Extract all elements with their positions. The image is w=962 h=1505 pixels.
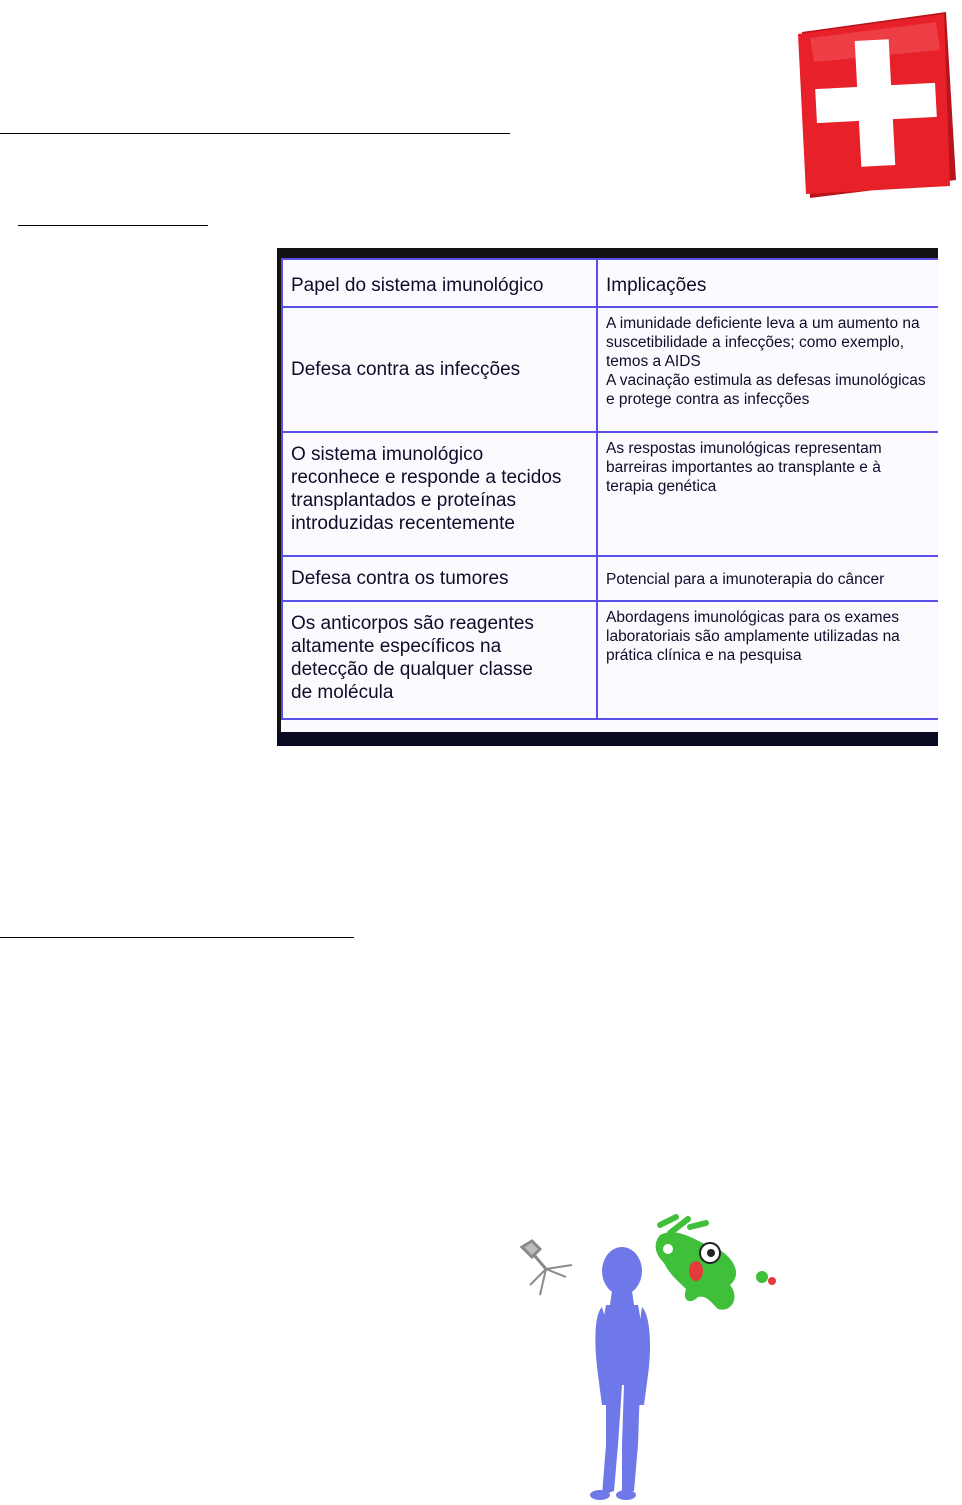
role-cell <box>282 432 597 556</box>
role-line: reconhece e responde a tecidos <box>291 467 562 488</box>
table-row <box>282 307 938 432</box>
germ-icon <box>656 1217 776 1310</box>
immune-system-table-image <box>277 248 938 746</box>
role-line: altamente específicos na <box>291 636 502 657</box>
role-line: O sistema imunológico <box>291 444 484 465</box>
table-row <box>282 601 938 719</box>
implications-cell <box>597 307 938 432</box>
implication-line: suscetibilidade a infecções; como exemplo, <box>606 334 905 351</box>
implications-cell <box>597 556 938 601</box>
person-with-virus-and-germ-illustration <box>510 1205 790 1505</box>
implication-line: Potencial para a imunoterapia do câncer <box>606 571 885 588</box>
implication-line: A vacinação estimula as defesas imunológicas <box>606 372 926 389</box>
horizontal-rule <box>0 937 354 938</box>
table-row <box>282 556 938 601</box>
role-cell: Defesa contra as infecções <box>282 307 597 432</box>
role-line: detecção de qualquer classe <box>291 659 533 680</box>
immune-system-table <box>281 258 938 720</box>
role-cell: Defesa contra os tumores <box>282 556 597 601</box>
implication-line: Abordagens imunológicas para os exames <box>606 609 899 626</box>
implication-line: e protege contra as infecções <box>606 391 810 408</box>
photo-bottom-edge <box>277 732 938 746</box>
role-line: de molécula <box>291 682 394 703</box>
role-cell <box>282 601 597 719</box>
role-line: Os anticorpos são reagentes <box>291 613 534 634</box>
horizontal-rule <box>18 225 208 226</box>
role-line: transplantados e proteínas <box>291 490 516 511</box>
implications-cell <box>597 601 938 719</box>
implication-line: prática clínica e na pesquisa <box>606 647 802 664</box>
implication-line: laboratoriais são amplamente utilizadas na <box>606 628 900 645</box>
horizontal-rule <box>0 133 510 134</box>
implication-line: As respostas imunológicas representam <box>606 440 882 457</box>
table-header-row <box>282 259 938 307</box>
red-cross-icon <box>796 10 958 200</box>
implication-line: A imunidade deficiente leva a um aumento na <box>606 315 920 332</box>
role-line: introduzidas recentemente <box>291 513 515 534</box>
implication-line: barreiras importantes ao transplante e à <box>606 459 881 476</box>
implication-line: terapia genética <box>606 478 717 495</box>
header-role: Papel do sistema imunológico <box>282 259 597 307</box>
virus-icon <box>522 1241 572 1295</box>
implications-cell <box>597 432 938 556</box>
header-implications: Implicações <box>597 259 938 307</box>
person-figure <box>590 1247 650 1500</box>
table-row <box>282 432 938 556</box>
implication-line: temos a AIDS <box>606 353 701 370</box>
